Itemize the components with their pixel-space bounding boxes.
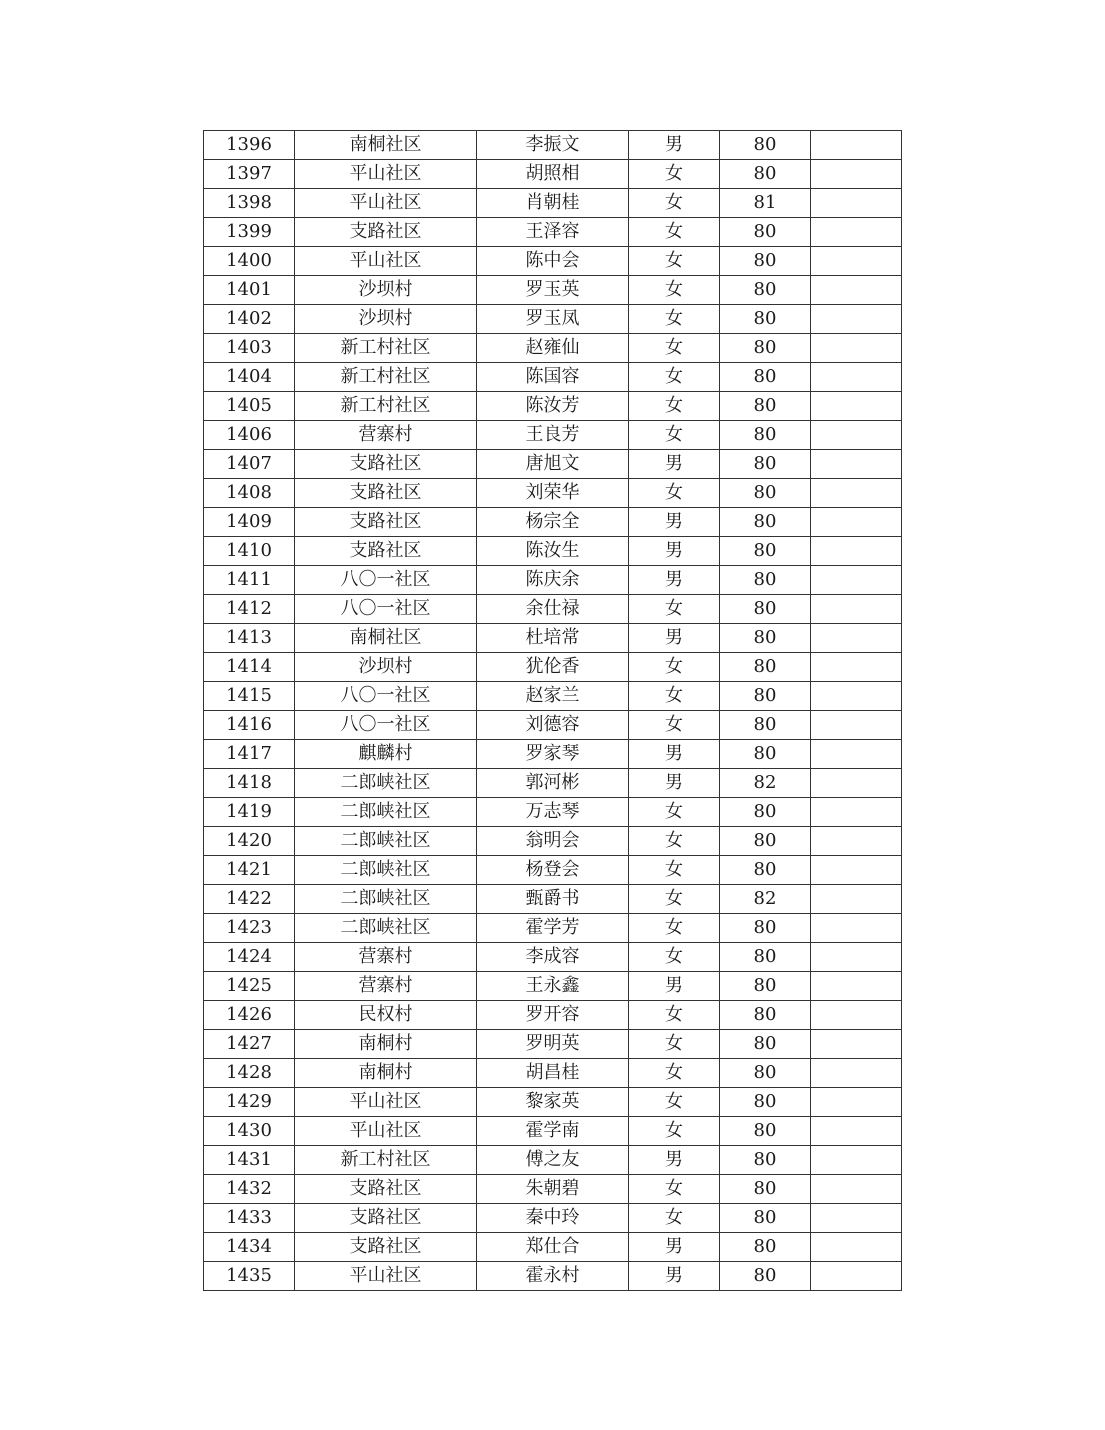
note-cell	[811, 1059, 902, 1088]
row-number-cell: 1429	[204, 1088, 295, 1117]
note-cell	[811, 305, 902, 334]
table-row	[204, 885, 902, 914]
note-cell	[811, 392, 902, 421]
name-cell: 朱朝碧	[477, 1175, 629, 1204]
row-number-cell: 1426	[204, 1001, 295, 1030]
table-row	[204, 247, 902, 276]
table-row	[204, 363, 902, 392]
note-cell	[811, 508, 902, 537]
age-cell: 80	[720, 450, 811, 479]
name-cell: 杜培常	[477, 624, 629, 653]
table-row	[204, 1233, 902, 1262]
community-cell: 南桐社区	[295, 624, 477, 653]
name-cell: 郑仕合	[477, 1233, 629, 1262]
note-cell	[811, 1204, 902, 1233]
gender-cell: 女	[629, 334, 720, 363]
note-cell	[811, 653, 902, 682]
age-cell: 80	[720, 131, 811, 160]
gender-cell: 女	[629, 711, 720, 740]
note-cell	[811, 740, 902, 769]
table-row	[204, 421, 902, 450]
community-cell: 八〇一社区	[295, 566, 477, 595]
name-cell: 罗家琴	[477, 740, 629, 769]
table-row	[204, 1001, 902, 1030]
table-row	[204, 131, 902, 160]
age-cell: 80	[720, 827, 811, 856]
community-cell: 营寨村	[295, 943, 477, 972]
community-cell: 支路社区	[295, 508, 477, 537]
row-number-cell: 1433	[204, 1204, 295, 1233]
age-cell: 80	[720, 537, 811, 566]
name-cell: 唐旭文	[477, 450, 629, 479]
age-cell: 80	[720, 1146, 811, 1175]
row-number-cell: 1423	[204, 914, 295, 943]
community-cell: 支路社区	[295, 218, 477, 247]
row-number-cell: 1421	[204, 856, 295, 885]
note-cell	[811, 131, 902, 160]
gender-cell: 女	[629, 392, 720, 421]
table-row	[204, 1262, 902, 1291]
gender-cell: 女	[629, 160, 720, 189]
note-cell	[811, 827, 902, 856]
roster-table-body	[204, 131, 902, 1291]
gender-cell: 男	[629, 624, 720, 653]
note-cell	[811, 160, 902, 189]
note-cell	[811, 1030, 902, 1059]
table-row	[204, 479, 902, 508]
table-row	[204, 276, 902, 305]
row-number-cell: 1419	[204, 798, 295, 827]
row-number-cell: 1401	[204, 276, 295, 305]
gender-cell: 女	[629, 1001, 720, 1030]
community-cell: 沙坝村	[295, 305, 477, 334]
row-number-cell: 1417	[204, 740, 295, 769]
community-cell: 支路社区	[295, 1175, 477, 1204]
community-cell: 二郎峡社区	[295, 827, 477, 856]
note-cell	[811, 798, 902, 827]
age-cell: 80	[720, 711, 811, 740]
age-cell: 80	[720, 305, 811, 334]
row-number-cell: 1425	[204, 972, 295, 1001]
age-cell: 80	[720, 856, 811, 885]
gender-cell: 男	[629, 1262, 720, 1291]
gender-cell: 女	[629, 1204, 720, 1233]
gender-cell: 女	[629, 914, 720, 943]
table-row	[204, 450, 902, 479]
name-cell: 罗玉凤	[477, 305, 629, 334]
gender-cell: 男	[629, 508, 720, 537]
age-cell: 80	[720, 1233, 811, 1262]
note-cell	[811, 334, 902, 363]
name-cell: 郭河彬	[477, 769, 629, 798]
age-cell: 80	[720, 595, 811, 624]
gender-cell: 女	[629, 1175, 720, 1204]
gender-cell: 女	[629, 682, 720, 711]
note-cell	[811, 1117, 902, 1146]
community-cell: 八〇一社区	[295, 595, 477, 624]
table-row	[204, 798, 902, 827]
age-cell: 80	[720, 1088, 811, 1117]
gender-cell: 女	[629, 1059, 720, 1088]
age-cell: 80	[720, 682, 811, 711]
note-cell	[811, 566, 902, 595]
gender-cell: 女	[629, 247, 720, 276]
row-number-cell: 1400	[204, 247, 295, 276]
table-row	[204, 653, 902, 682]
row-number-cell: 1428	[204, 1059, 295, 1088]
gender-cell: 男	[629, 566, 720, 595]
gender-cell: 男	[629, 769, 720, 798]
age-cell: 80	[720, 1262, 811, 1291]
community-cell: 沙坝村	[295, 276, 477, 305]
table-row	[204, 392, 902, 421]
name-cell: 陈中会	[477, 247, 629, 276]
row-number-cell: 1398	[204, 189, 295, 218]
table-row	[204, 537, 902, 566]
note-cell	[811, 247, 902, 276]
age-cell: 80	[720, 1117, 811, 1146]
table-row	[204, 1117, 902, 1146]
age-cell: 80	[720, 421, 811, 450]
community-cell: 八〇一社区	[295, 711, 477, 740]
gender-cell: 男	[629, 537, 720, 566]
community-cell: 平山社区	[295, 1088, 477, 1117]
note-cell	[811, 421, 902, 450]
community-cell: 新工村社区	[295, 363, 477, 392]
gender-cell: 女	[629, 189, 720, 218]
gender-cell: 男	[629, 740, 720, 769]
row-number-cell: 1427	[204, 1030, 295, 1059]
table-row	[204, 508, 902, 537]
name-cell: 赵家兰	[477, 682, 629, 711]
row-number-cell: 1415	[204, 682, 295, 711]
row-number-cell: 1418	[204, 769, 295, 798]
note-cell	[811, 189, 902, 218]
row-number-cell: 1404	[204, 363, 295, 392]
community-cell: 平山社区	[295, 160, 477, 189]
age-cell: 80	[720, 1175, 811, 1204]
name-cell: 霍学芳	[477, 914, 629, 943]
name-cell: 傅之友	[477, 1146, 629, 1175]
community-cell: 新工村社区	[295, 334, 477, 363]
name-cell: 李成容	[477, 943, 629, 972]
table-row	[204, 769, 902, 798]
name-cell: 罗开容	[477, 1001, 629, 1030]
table-row	[204, 827, 902, 856]
row-number-cell: 1412	[204, 595, 295, 624]
community-cell: 二郎峡社区	[295, 885, 477, 914]
age-cell: 80	[720, 392, 811, 421]
row-number-cell: 1402	[204, 305, 295, 334]
note-cell	[811, 914, 902, 943]
elderly-roster-table	[203, 130, 902, 1291]
row-number-cell: 1410	[204, 537, 295, 566]
gender-cell: 女	[629, 363, 720, 392]
name-cell: 陈国容	[477, 363, 629, 392]
note-cell	[811, 595, 902, 624]
age-cell: 80	[720, 479, 811, 508]
row-number-cell: 1396	[204, 131, 295, 160]
community-cell: 麒麟村	[295, 740, 477, 769]
community-cell: 支路社区	[295, 1204, 477, 1233]
age-cell: 80	[720, 740, 811, 769]
name-cell: 刘德容	[477, 711, 629, 740]
note-cell	[811, 363, 902, 392]
row-number-cell: 1416	[204, 711, 295, 740]
row-number-cell: 1420	[204, 827, 295, 856]
row-number-cell: 1403	[204, 334, 295, 363]
note-cell	[811, 624, 902, 653]
community-cell: 新工村社区	[295, 392, 477, 421]
name-cell: 杨登会	[477, 856, 629, 885]
age-cell: 80	[720, 1059, 811, 1088]
gender-cell: 男	[629, 972, 720, 1001]
community-cell: 南桐社区	[295, 131, 477, 160]
note-cell	[811, 479, 902, 508]
table-row	[204, 740, 902, 769]
name-cell: 王永鑫	[477, 972, 629, 1001]
community-cell: 沙坝村	[295, 653, 477, 682]
row-number-cell: 1413	[204, 624, 295, 653]
age-cell: 80	[720, 334, 811, 363]
gender-cell: 女	[629, 218, 720, 247]
table-row	[204, 1030, 902, 1059]
table-row	[204, 972, 902, 1001]
gender-cell: 女	[629, 885, 720, 914]
name-cell: 秦中玲	[477, 1204, 629, 1233]
community-cell: 营寨村	[295, 972, 477, 1001]
row-number-cell: 1408	[204, 479, 295, 508]
name-cell: 肖朝桂	[477, 189, 629, 218]
age-cell: 80	[720, 914, 811, 943]
community-cell: 营寨村	[295, 421, 477, 450]
gender-cell: 女	[629, 798, 720, 827]
age-cell: 80	[720, 1204, 811, 1233]
name-cell: 罗玉英	[477, 276, 629, 305]
name-cell: 杨宗全	[477, 508, 629, 537]
row-number-cell: 1434	[204, 1233, 295, 1262]
table-row	[204, 1088, 902, 1117]
table-row	[204, 711, 902, 740]
row-number-cell: 1411	[204, 566, 295, 595]
gender-cell: 女	[629, 1117, 720, 1146]
table-row	[204, 1059, 902, 1088]
row-number-cell: 1435	[204, 1262, 295, 1291]
community-cell: 民权村	[295, 1001, 477, 1030]
community-cell: 平山社区	[295, 247, 477, 276]
name-cell: 甄爵书	[477, 885, 629, 914]
gender-cell: 女	[629, 943, 720, 972]
table-row	[204, 1146, 902, 1175]
gender-cell: 女	[629, 479, 720, 508]
row-number-cell: 1405	[204, 392, 295, 421]
note-cell	[811, 1001, 902, 1030]
age-cell: 80	[720, 798, 811, 827]
name-cell: 王良芳	[477, 421, 629, 450]
name-cell: 犹伦香	[477, 653, 629, 682]
community-cell: 平山社区	[295, 1117, 477, 1146]
table-row	[204, 189, 902, 218]
age-cell: 80	[720, 1001, 811, 1030]
table-row	[204, 334, 902, 363]
community-cell: 支路社区	[295, 479, 477, 508]
gender-cell: 男	[629, 1146, 720, 1175]
table-row	[204, 218, 902, 247]
community-cell: 南桐村	[295, 1059, 477, 1088]
age-cell: 80	[720, 247, 811, 276]
gender-cell: 女	[629, 595, 720, 624]
name-cell: 霍永村	[477, 1262, 629, 1291]
age-cell: 80	[720, 363, 811, 392]
row-number-cell: 1422	[204, 885, 295, 914]
name-cell: 陈汝生	[477, 537, 629, 566]
name-cell: 万志琴	[477, 798, 629, 827]
age-cell: 80	[720, 566, 811, 595]
age-cell: 80	[720, 508, 811, 537]
community-cell: 二郎峡社区	[295, 769, 477, 798]
community-cell: 新工村社区	[295, 1146, 477, 1175]
table-row	[204, 1175, 902, 1204]
note-cell	[811, 1175, 902, 1204]
gender-cell: 女	[629, 856, 720, 885]
row-number-cell: 1432	[204, 1175, 295, 1204]
note-cell	[811, 450, 902, 479]
note-cell	[811, 1233, 902, 1262]
row-number-cell: 1424	[204, 943, 295, 972]
community-cell: 二郎峡社区	[295, 914, 477, 943]
age-cell: 82	[720, 769, 811, 798]
table-row	[204, 566, 902, 595]
age-cell: 80	[720, 276, 811, 305]
row-number-cell: 1397	[204, 160, 295, 189]
note-cell	[811, 1146, 902, 1175]
note-cell	[811, 943, 902, 972]
age-cell: 82	[720, 885, 811, 914]
row-number-cell: 1414	[204, 653, 295, 682]
note-cell	[811, 276, 902, 305]
note-cell	[811, 218, 902, 247]
age-cell: 80	[720, 653, 811, 682]
gender-cell: 女	[629, 1030, 720, 1059]
row-number-cell: 1406	[204, 421, 295, 450]
table-row	[204, 595, 902, 624]
community-cell: 八〇一社区	[295, 682, 477, 711]
age-cell: 80	[720, 160, 811, 189]
community-cell: 二郎峡社区	[295, 798, 477, 827]
table-row	[204, 914, 902, 943]
table-row	[204, 305, 902, 334]
note-cell	[811, 537, 902, 566]
name-cell: 霍学南	[477, 1117, 629, 1146]
gender-cell: 男	[629, 131, 720, 160]
name-cell: 李振文	[477, 131, 629, 160]
name-cell: 余仕禄	[477, 595, 629, 624]
community-cell: 支路社区	[295, 537, 477, 566]
name-cell: 黎家英	[477, 1088, 629, 1117]
community-cell: 平山社区	[295, 1262, 477, 1291]
name-cell: 刘荣华	[477, 479, 629, 508]
age-cell: 80	[720, 218, 811, 247]
name-cell: 陈汝芳	[477, 392, 629, 421]
note-cell	[811, 711, 902, 740]
row-number-cell: 1431	[204, 1146, 295, 1175]
table-row	[204, 160, 902, 189]
gender-cell: 女	[629, 305, 720, 334]
gender-cell: 女	[629, 1088, 720, 1117]
age-cell: 80	[720, 943, 811, 972]
gender-cell: 男	[629, 450, 720, 479]
note-cell	[811, 885, 902, 914]
table-row	[204, 856, 902, 885]
note-cell	[811, 856, 902, 885]
note-cell	[811, 1088, 902, 1117]
note-cell	[811, 769, 902, 798]
name-cell: 陈庆余	[477, 566, 629, 595]
age-cell: 81	[720, 189, 811, 218]
table-row	[204, 624, 902, 653]
row-number-cell: 1407	[204, 450, 295, 479]
table-row	[204, 943, 902, 972]
community-cell: 支路社区	[295, 450, 477, 479]
gender-cell: 女	[629, 276, 720, 305]
row-number-cell: 1399	[204, 218, 295, 247]
community-cell: 南桐村	[295, 1030, 477, 1059]
gender-cell: 女	[629, 827, 720, 856]
gender-cell: 女	[629, 421, 720, 450]
name-cell: 王泽容	[477, 218, 629, 247]
community-cell: 支路社区	[295, 1233, 477, 1262]
age-cell: 80	[720, 1030, 811, 1059]
row-number-cell: 1430	[204, 1117, 295, 1146]
row-number-cell: 1409	[204, 508, 295, 537]
community-cell: 平山社区	[295, 189, 477, 218]
name-cell: 翁明会	[477, 827, 629, 856]
age-cell: 80	[720, 624, 811, 653]
table-row	[204, 682, 902, 711]
name-cell: 赵雍仙	[477, 334, 629, 363]
name-cell: 胡昌桂	[477, 1059, 629, 1088]
name-cell: 罗明英	[477, 1030, 629, 1059]
note-cell	[811, 1262, 902, 1291]
gender-cell: 男	[629, 1233, 720, 1262]
name-cell: 胡照相	[477, 160, 629, 189]
table-row	[204, 1204, 902, 1233]
note-cell	[811, 972, 902, 1001]
note-cell	[811, 682, 902, 711]
age-cell: 80	[720, 972, 811, 1001]
community-cell: 二郎峡社区	[295, 856, 477, 885]
gender-cell: 女	[629, 653, 720, 682]
